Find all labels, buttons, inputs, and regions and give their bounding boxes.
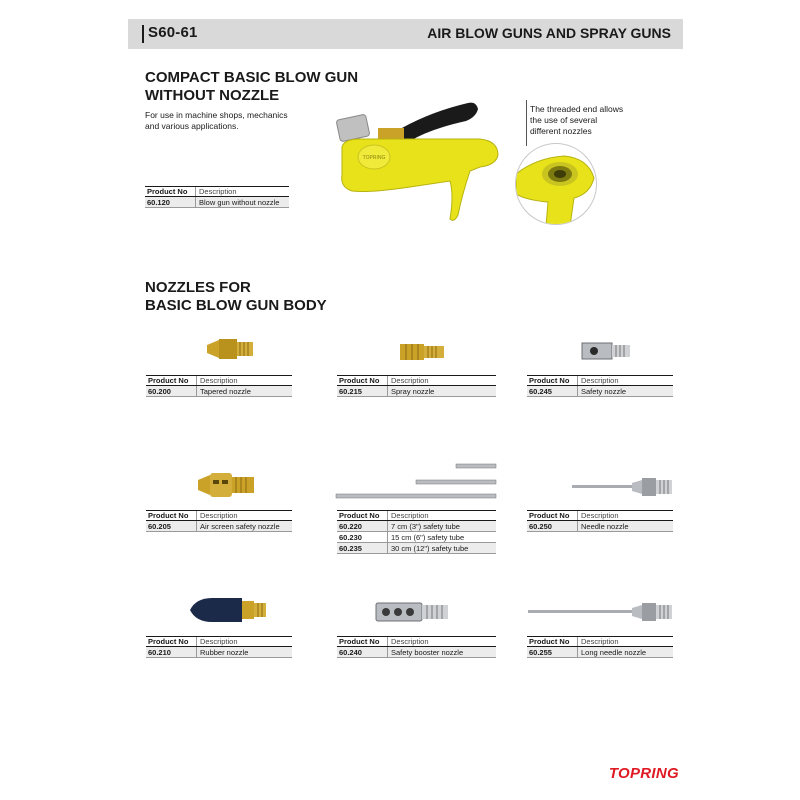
table-row: 60.235 30 cm (12") safety tube	[337, 543, 496, 554]
brand-logo: TOPRING	[608, 765, 679, 782]
nozzle-table-spray	[337, 375, 496, 397]
nozzle-table-air-screen	[146, 510, 292, 532]
table-header: Product No Description	[146, 636, 292, 647]
callout-line	[526, 100, 527, 146]
tapered-nozzle-image	[205, 336, 255, 362]
table-row: 60.220 7 cm (3") safety tube	[337, 521, 496, 532]
table-row: 60.230 15 cm (6") safety tube	[337, 532, 496, 543]
table-row	[145, 197, 289, 208]
threaded-end-callout	[530, 104, 630, 137]
table-row: 60.255 Long needle nozzle	[527, 647, 673, 658]
table-row: 60.215 Spray nozzle	[337, 386, 496, 397]
gun-section-title	[145, 69, 358, 105]
nozzle-section-title	[145, 279, 327, 315]
table-header: Product No Description	[527, 510, 673, 521]
table-header: Product No Description	[527, 375, 673, 386]
nozzle-table-needle	[527, 510, 673, 532]
product-number: 60.120	[147, 197, 170, 207]
nozzle-table-safety-tubes	[337, 510, 496, 554]
gun-brand-label: TOPRING	[362, 155, 386, 161]
spray-nozzle-image	[398, 341, 446, 363]
table-row: 60.245 Safety nozzle	[527, 386, 673, 397]
table-header: Product No Description	[337, 510, 496, 521]
gun-title-line2: WITHOUT NOZZLE	[145, 87, 280, 104]
threaded-end-image	[516, 144, 597, 225]
table-header: Product No Description	[146, 510, 292, 521]
catalog-page-code: S60-61	[148, 24, 198, 41]
callout-line2: the use of several	[530, 115, 598, 125]
nozzle-table-long-needle	[527, 636, 673, 658]
gun-intro	[145, 110, 295, 132]
table-row: 60.210 Rubber nozzle	[146, 647, 292, 658]
safety-booster-nozzle-image	[374, 601, 450, 623]
page-header	[128, 19, 683, 49]
nozzle-table-tapered	[146, 375, 292, 397]
table-row: 60.205 Air screen safety nozzle	[146, 521, 292, 532]
table-row: 60.240 Safety booster nozzle	[337, 647, 496, 658]
safety-nozzle-image	[580, 340, 632, 362]
callout-line1: The threaded end allows	[530, 104, 624, 114]
long-needle-nozzle-image	[526, 599, 674, 625]
nozzle-table-booster	[337, 636, 496, 658]
table-header: Product No Description	[146, 375, 292, 386]
nozzle-title-line1: NOZZLES FOR	[145, 279, 251, 296]
table-header	[145, 186, 289, 197]
table-row: 60.250 Needle nozzle	[527, 521, 673, 532]
nozzle-table-rubber	[146, 636, 292, 658]
table-header: Product No Description	[337, 375, 496, 386]
gun-intro-line1: For use in machine shops, mechanics	[145, 110, 288, 120]
rubber-nozzle-image	[186, 596, 268, 624]
product-description: Blow gun without nozzle	[195, 197, 289, 207]
header-description: Description	[195, 187, 289, 196]
catalog-section-title: AIR BLOW GUNS AND SPRAY GUNS	[427, 25, 671, 41]
nozzle-title-line2: BASIC BLOW GUN BODY	[145, 297, 327, 314]
callout-line3: different nozzles	[530, 126, 592, 136]
nozzle-table-safety	[527, 375, 673, 397]
needle-nozzle-image	[570, 474, 674, 500]
gun-title-line1: COMPACT BASIC BLOW GUN	[145, 69, 359, 86]
threaded-end-closeup	[515, 143, 597, 225]
blow-gun-image	[330, 95, 510, 225]
safety-tubes-image	[334, 460, 498, 502]
table-header: Product No Description	[527, 636, 673, 647]
gun-product-table	[145, 186, 289, 208]
table-header: Product No Description	[337, 636, 496, 647]
gun-intro-line2: and various applications.	[145, 121, 239, 131]
header-divider	[142, 25, 144, 43]
table-row: 60.200 Tapered nozzle	[146, 386, 292, 397]
air-screen-nozzle-image	[196, 470, 256, 500]
header-product-no: Product No	[147, 187, 188, 196]
